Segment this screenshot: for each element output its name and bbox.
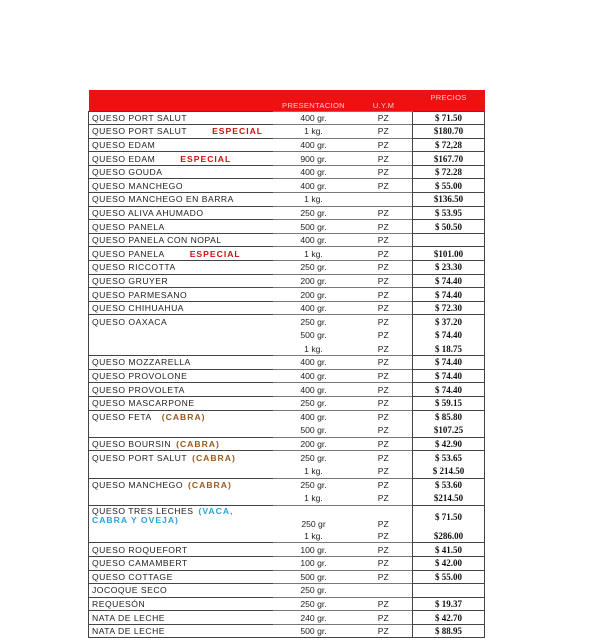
- unit-cell: PZ: [355, 369, 413, 383]
- product-name: QUESO MASCARPONE: [92, 398, 195, 409]
- unit-cell: PZ: [377, 465, 389, 476]
- table-row: [89, 597, 485, 611]
- presentation-cell: 400 gr.: [273, 233, 355, 247]
- price-cell: $ 42.90: [413, 437, 485, 451]
- price-cell: $ 74.40: [413, 356, 485, 370]
- header-precios: PRECIOS: [430, 93, 467, 102]
- milk-type-tag: (CABRA): [161, 412, 206, 423]
- product-name: QUESO FETA: [92, 412, 152, 423]
- product-name-cell: [89, 584, 273, 598]
- presentation-cell: 400 gr.: [273, 165, 355, 179]
- product-name-cell: [89, 356, 273, 370]
- product-name: QUESO EDAM: [92, 153, 156, 164]
- product-name-cell: [89, 152, 273, 166]
- product-name-cell: [89, 301, 273, 315]
- milk-type-tag: (CABRA): [192, 452, 236, 463]
- product-name: QUESO TRES LECHES: [92, 505, 194, 516]
- product-name-cell: [89, 220, 273, 234]
- unit-cell: PZ: [355, 410, 413, 424]
- price-cell: $ 214.50: [413, 464, 485, 478]
- table-row: [89, 247, 485, 261]
- product-name: QUESO PANELA: [92, 221, 165, 232]
- unit-cell: PZ: [355, 274, 413, 288]
- especial-tag: ESPECIAL: [212, 126, 264, 137]
- presentation-cell: 400 gr.: [273, 356, 355, 370]
- product-name-cell: [89, 329, 273, 343]
- price-cell: $ 74.40: [413, 369, 485, 383]
- price-cell: $ 74.40: [413, 329, 485, 343]
- product-name: QUESO OAXACA: [92, 316, 168, 327]
- product-name: QUESO PROVOLETA: [92, 384, 185, 395]
- unit-cell: PZ: [377, 330, 389, 341]
- price-cell: $ 55.00: [413, 570, 485, 584]
- price-cell: $ 85.80: [413, 410, 485, 424]
- product-name-cell: [89, 165, 273, 179]
- table-row: [89, 342, 485, 356]
- table-row: [89, 451, 485, 465]
- product-name-cell: [89, 611, 273, 625]
- presentation-cell: 250 gr.: [273, 315, 355, 329]
- table-row: [89, 125, 485, 139]
- price-cell: $ 72,28: [413, 138, 485, 152]
- presentation-cell: 250 gr.: [273, 261, 355, 275]
- product-name: QUESO GOUDA: [92, 167, 163, 178]
- table-row: [89, 111, 485, 125]
- unit-cell: PZ: [355, 356, 413, 370]
- product-name-cell: [89, 464, 273, 478]
- product-name: QUESO EDAM: [92, 139, 156, 150]
- product-name: QUESO COTTAGE: [92, 571, 173, 582]
- price-cell: $ 18.75: [413, 342, 485, 356]
- presentation-cell: 500 gr.: [273, 220, 355, 234]
- product-name-cell: [89, 193, 273, 207]
- price-cell: $ 55.00: [413, 179, 485, 193]
- unit-cell: [355, 584, 413, 598]
- unit-cell: PZ: [355, 611, 413, 625]
- especial-tag: ESPECIAL: [180, 153, 232, 164]
- unit-cell: PZ: [355, 233, 413, 247]
- price-table: [88, 90, 485, 638]
- presentation-cell: 400 gr.: [273, 138, 355, 152]
- product-name: QUESO PORT SALUT: [92, 126, 188, 137]
- unit-cell: PZ: [355, 556, 413, 570]
- product-name-cell: [89, 437, 273, 451]
- price-cell: $136.50: [413, 193, 485, 207]
- price-cell: $ 53.65: [413, 451, 485, 465]
- table-row: [89, 329, 485, 343]
- presentation-cell: 500 gr.: [300, 330, 327, 341]
- table-row: [89, 356, 485, 370]
- unit-cell: PZ: [355, 111, 413, 125]
- unit-cell: PZ: [355, 383, 413, 397]
- milk-type-tag: (VACA, CABRA Y OVEJA): [92, 505, 234, 526]
- table-row: [89, 556, 485, 570]
- presentation-cell: 400 gr.: [273, 301, 355, 315]
- product-name-cell: [89, 261, 273, 275]
- product-name-cell: [89, 125, 273, 139]
- product-name-cell: [89, 451, 273, 465]
- price-cell: $ 53.60: [413, 478, 485, 492]
- unit-cell: PZ: [355, 125, 413, 139]
- table-header-row: [89, 90, 485, 111]
- presentation-cell: 200 gr.: [273, 274, 355, 288]
- table-row: [89, 152, 485, 166]
- presentation-cell: 100 gr.: [273, 543, 355, 557]
- table-body: [89, 111, 485, 638]
- presentation-cell: 400 gr.: [273, 179, 355, 193]
- presentation-cell: 1 kg.: [273, 193, 355, 207]
- price-cell: $ 37.20: [413, 315, 485, 329]
- table-row: [89, 165, 485, 179]
- unit-cell: PZ: [355, 288, 413, 302]
- price-list-sheet: [88, 90, 484, 638]
- presentation-cell: 1 kg.: [273, 247, 355, 261]
- product-name-cell: [89, 570, 273, 584]
- product-name-cell: [89, 111, 273, 125]
- product-name: QUESO PANELA: [92, 248, 165, 259]
- product-name: QUESO PARMESANO: [92, 289, 188, 300]
- presentation-cell: 400 gr.: [273, 369, 355, 383]
- product-name: QUESO CHIHUAHUA: [92, 303, 185, 314]
- price-cell: $ 42.00: [413, 556, 485, 570]
- table-row: [89, 611, 485, 625]
- product-name-cell: [89, 369, 273, 383]
- product-name-cell: [89, 342, 273, 356]
- product-name: JOCOQUE SECO: [92, 585, 168, 596]
- unit-cell: PZ: [355, 315, 413, 329]
- unit-cell: PZ: [355, 570, 413, 584]
- product-name-cell: [89, 543, 273, 557]
- table-row: [89, 624, 485, 638]
- unit-cell: PZ: [355, 451, 413, 465]
- table-row: [89, 529, 485, 543]
- table-row: [89, 261, 485, 275]
- product-name-cell: [89, 179, 273, 193]
- product-name: QUESO PORT SALUT: [92, 452, 188, 463]
- presentation-cell: 500 gr.: [273, 570, 355, 584]
- table-row: [89, 543, 485, 557]
- price-cell: [413, 233, 485, 247]
- unit-cell: PZ: [355, 152, 413, 166]
- product-name-cell: [89, 138, 273, 152]
- unit-cell: PZ: [377, 530, 389, 541]
- unit-cell: PZ: [355, 165, 413, 179]
- presentation-cell: 250 gr.: [273, 584, 355, 598]
- product-name: NATA DE LECHE: [92, 626, 166, 637]
- product-name: REQUESÓN: [92, 598, 146, 609]
- price-cell: $ 71.50: [413, 505, 485, 529]
- presentation-cell: 400 gr.: [273, 111, 355, 125]
- product-name-cell: [89, 529, 273, 543]
- table-row: [89, 464, 485, 478]
- table-row: [89, 301, 485, 315]
- presentation-cell: 250 gr: [273, 505, 355, 529]
- product-name-cell: [89, 288, 273, 302]
- price-cell: $180.70: [413, 125, 485, 139]
- table-row: [89, 410, 485, 424]
- price-cell: $167.70: [413, 152, 485, 166]
- price-cell: $286.00: [413, 529, 485, 543]
- price-cell: $ 74.40: [413, 383, 485, 397]
- unit-cell: PZ: [377, 493, 389, 504]
- price-cell: $107.25: [413, 424, 485, 438]
- presentation-cell: 250 gr.: [273, 451, 355, 465]
- table-row: [89, 492, 485, 506]
- unit-cell: PZ: [355, 247, 413, 261]
- presentation-cell: 240 gr.: [273, 611, 355, 625]
- unit-cell: PZ: [355, 478, 413, 492]
- product-name-cell: [89, 274, 273, 288]
- product-name-cell: [89, 396, 273, 410]
- product-name: QUESO MOZZARELLA: [92, 357, 191, 368]
- header-presentacion: PRESENTACION: [282, 100, 345, 110]
- table-row: [89, 505, 485, 529]
- price-cell: $ 72.30: [413, 301, 485, 315]
- presentation-cell: 250 gr.: [273, 597, 355, 611]
- product-name: QUESO MANCHEGO: [92, 480, 184, 491]
- product-name: QUESO PORT SALUT: [92, 112, 188, 123]
- unit-cell: PZ: [355, 261, 413, 275]
- price-cell: $ 59.15: [413, 396, 485, 410]
- presentation-cell: 100 gr.: [273, 556, 355, 570]
- price-cell: $ 74.40: [413, 274, 485, 288]
- unit-cell: PZ: [355, 301, 413, 315]
- table-row: [89, 584, 485, 598]
- presentation-cell: 900 gr.: [273, 152, 355, 166]
- table-row: [89, 206, 485, 220]
- table-row: [89, 437, 485, 451]
- product-name-cell: [89, 597, 273, 611]
- price-cell: $ 42.70: [413, 611, 485, 625]
- presentation-cell: 400 gr.: [273, 383, 355, 397]
- price-cell: [413, 584, 485, 598]
- price-cell: $ 23.30: [413, 261, 485, 275]
- table-row: [89, 383, 485, 397]
- price-cell: $214.50: [413, 492, 485, 506]
- unit-cell: PZ: [355, 505, 413, 529]
- product-name: QUESO BOURSIN: [92, 439, 172, 450]
- price-cell: $ 41.50: [413, 543, 485, 557]
- unit-cell: PZ: [377, 425, 389, 436]
- presentation-cell: 500 gr.: [300, 425, 327, 436]
- product-name-cell: [89, 424, 273, 438]
- table-row: [89, 315, 485, 329]
- price-cell: $ 71.50: [413, 111, 485, 125]
- presentation-cell: 1 kg.: [304, 530, 323, 541]
- price-cell: $ 53.95: [413, 206, 485, 220]
- price-cell: $ 74.40: [413, 288, 485, 302]
- table-row: [89, 570, 485, 584]
- product-name-cell: [89, 247, 273, 261]
- milk-type-tag: (CABRA): [188, 480, 232, 491]
- presentation-cell: 1 kg.: [304, 465, 323, 476]
- product-name-cell: [89, 624, 273, 638]
- product-name: NATA DE LECHE: [92, 612, 166, 623]
- product-name-cell: [89, 505, 273, 529]
- unit-cell: PZ: [355, 138, 413, 152]
- product-name: QUESO RICCOTTA: [92, 262, 176, 273]
- product-name-cell: [89, 206, 273, 220]
- presentation-cell: 500 gr.: [273, 624, 355, 638]
- unit-cell: PZ: [355, 624, 413, 638]
- presentation-cell: 250 gr.: [273, 478, 355, 492]
- table-row: [89, 220, 485, 234]
- product-name: QUESO PANELA CON NOPAL: [92, 235, 222, 246]
- table-row: [89, 424, 485, 438]
- table-row: [89, 138, 485, 152]
- table-row: [89, 369, 485, 383]
- product-name: QUESO CAMAMBERT: [92, 558, 188, 569]
- product-name: QUESO GRUYER: [92, 275, 169, 286]
- product-name-cell: [89, 478, 273, 492]
- price-cell: $ 19.37: [413, 597, 485, 611]
- unit-cell: PZ: [355, 179, 413, 193]
- presentation-cell: 250 gr.: [273, 206, 355, 220]
- table-row: [89, 478, 485, 492]
- especial-tag: ESPECIAL: [189, 248, 241, 259]
- table-row: [89, 233, 485, 247]
- presentation-cell: 1 kg.: [304, 493, 323, 504]
- product-name-cell: [89, 492, 273, 506]
- table-row: [89, 193, 485, 207]
- table-row: [89, 396, 485, 410]
- presentation-cell: 1 kg.: [304, 343, 323, 354]
- presentation-cell: 200 gr.: [273, 437, 355, 451]
- product-name: QUESO ALIVA AHUMADO: [92, 207, 204, 218]
- product-name: QUESO ROQUEFORT: [92, 544, 188, 555]
- price-cell: $ 72.28: [413, 165, 485, 179]
- product-name: QUESO PROVOLONE: [92, 371, 188, 382]
- unit-cell: PZ: [355, 597, 413, 611]
- unit-cell: PZ: [355, 437, 413, 451]
- header-product: [89, 90, 273, 111]
- product-name-cell: [89, 556, 273, 570]
- unit-cell: PZ: [355, 220, 413, 234]
- presentation-cell: 250 gr.: [273, 396, 355, 410]
- unit-cell: PZ: [355, 206, 413, 220]
- price-cell: $ 88.95: [413, 624, 485, 638]
- product-name-cell: [89, 410, 273, 424]
- product-name-cell: [89, 383, 273, 397]
- milk-type-tag: (CABRA): [176, 439, 220, 450]
- presentation-cell: 1 kg.: [273, 125, 355, 139]
- presentation-cell: 200 gr.: [273, 288, 355, 302]
- unit-cell: PZ: [377, 343, 389, 354]
- unit-cell: [355, 193, 413, 207]
- table-row: [89, 288, 485, 302]
- price-cell: $101.00: [413, 247, 485, 261]
- unit-cell: PZ: [355, 543, 413, 557]
- price-cell: $ 50.50: [413, 220, 485, 234]
- product-name: QUESO MANCHEGO EN BARRA: [92, 194, 234, 205]
- table-row: [89, 179, 485, 193]
- header-um: U.Y.M: [372, 100, 395, 110]
- product-name-cell: [89, 315, 273, 329]
- unit-cell: PZ: [355, 396, 413, 410]
- product-name: QUESO MANCHEGO: [92, 180, 184, 191]
- presentation-cell: 400 gr.: [273, 410, 355, 424]
- table-row: [89, 274, 485, 288]
- product-name-cell: [89, 233, 273, 247]
